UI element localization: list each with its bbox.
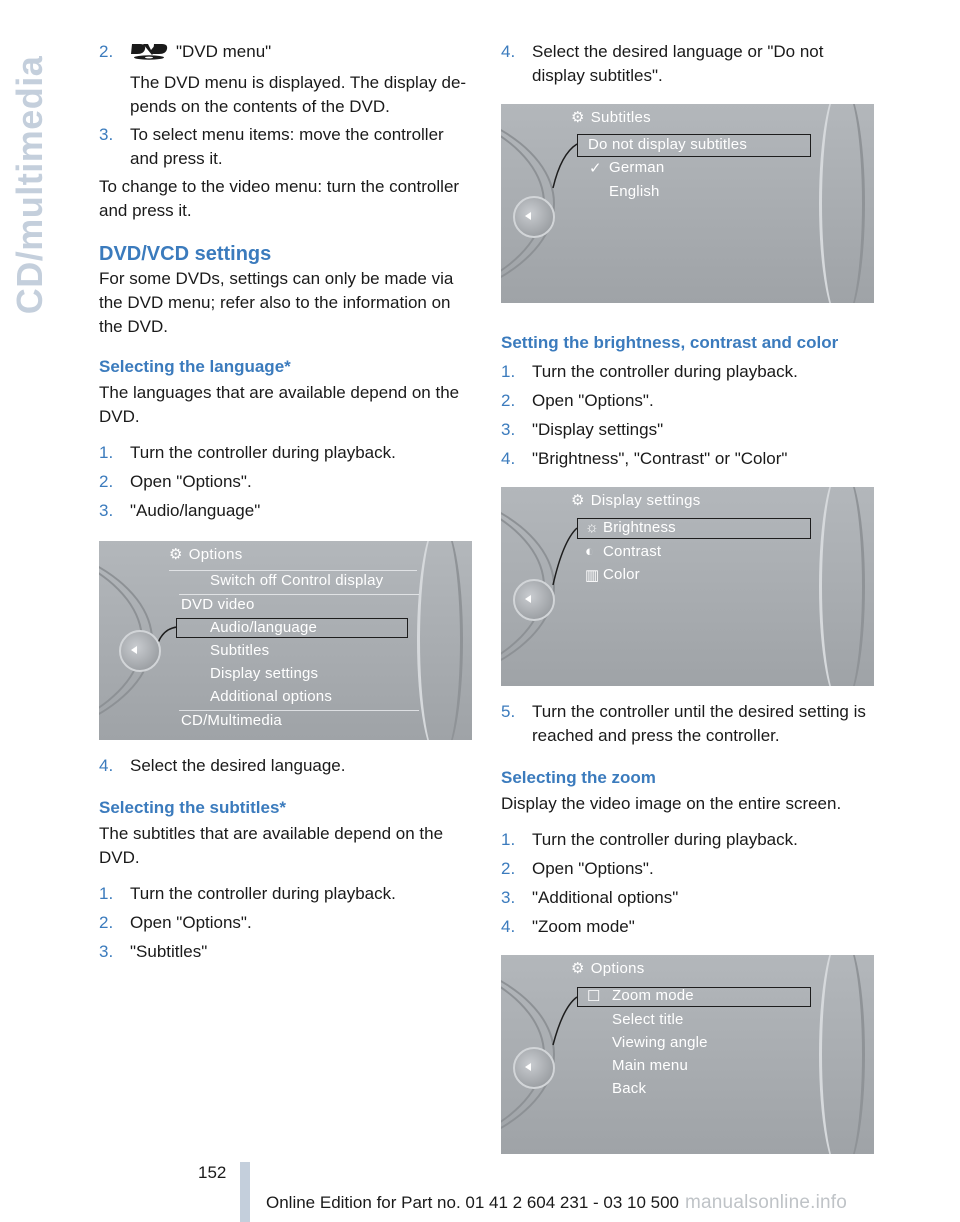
step-number: 2. [99,913,114,932]
menu-item-display-settings: Display settings [210,665,319,682]
step-text: Select the desired language or "Do not display subtitles". [532,42,824,85]
step-number: 2. [501,391,516,410]
step-text: Open "Options". [130,913,252,932]
edition-text: Online Edition for Part no. 01 41 2 604 231 - 03 10 500 [266,1193,680,1212]
step-number: 1. [501,830,516,849]
step-number: 3. [501,420,516,439]
dvd-logo-icon [130,42,168,67]
step-text: Open "Options". [130,472,252,491]
language-steps [99,441,474,523]
language-heading: Selecting the language* [99,357,291,376]
list-item [501,915,876,939]
checkbox-icon: ☐ [587,988,601,1005]
menu-item-subtitles: Subtitles [210,642,270,659]
step-text: Turn the controller until the desired setting is reached and press the controller. [532,702,866,745]
menu-item-viewing-angle: Viewing angle [612,1034,708,1051]
brightness-heading: Setting the brightness, contrast and color [501,333,839,352]
menu-item-contrast: Contrast [603,543,662,560]
step-text: "Display settings" [532,420,664,439]
step-text: Turn the controller during playback. [532,830,798,849]
page-number: 152 [198,1163,227,1182]
menu-item-switch-off: Switch off Control display [210,572,384,589]
list-item [99,470,474,494]
step-text: To select menu items: move the controller and press it. [130,125,444,168]
menu-item-zoom-mode: Zoom mode [612,987,694,1004]
step-number: 2. [501,859,516,878]
step-text: Select the desired language. [130,756,346,775]
zoom-steps [501,828,876,939]
list-item [99,499,474,523]
settings-gear-icon: ⚙ [571,960,585,977]
menu-item-english: English [609,183,660,200]
list-item [501,857,876,881]
menu-item-additional-options: Additional options [210,688,333,705]
controller-knob [513,196,555,238]
step-number: 3. [99,125,114,144]
step-number: 4. [501,449,516,468]
menu-item-german: German [609,159,665,176]
right-column [501,40,876,1154]
zoom-heading: Selecting the zoom [501,768,656,787]
list-item [99,441,474,465]
step-number: 1. [501,362,516,381]
dvd-menu-detail: The DVD menu is displayed. The display de-pends on the contents of the DVD. [130,73,467,116]
list-item [501,389,876,413]
subtitles-heading: Selecting the subtitles* [99,798,287,817]
menu-item-main-menu: Main menu [612,1057,689,1074]
footer-divider [240,1162,250,1222]
step-text: Open "Options". [532,859,654,878]
pointer-line [501,104,874,303]
settings-gear-icon: ⚙ [169,546,183,563]
step-number: 1. [99,884,114,903]
display-settings-screenshot [501,487,874,686]
menu-item-brightness: Brightness [603,519,676,536]
menu-item-back: Back [612,1080,647,1097]
step-number: 3. [99,501,114,520]
step-text: Turn the controller during playback. [130,443,396,462]
step-number: 1. [99,443,114,462]
menu-item-select-title: Select title [612,1011,684,1028]
left-arrow-icon [525,1063,531,1071]
step-number: 2. [99,472,114,491]
menu-item-do-not-display: Do not display subtitles [588,136,748,153]
step-number: 2. [99,42,114,61]
step-text: Turn the controller during playback. [130,884,396,903]
list-item [99,940,474,964]
list-item [99,882,474,906]
step-number: 4. [501,42,516,61]
list-item [501,360,876,384]
step-number: 3. [501,888,516,907]
options-menu-screenshot [99,541,472,740]
settings-gear-icon: ⚙ [571,109,585,126]
menu-item-color: Color [603,566,640,583]
zoom-paragraph: Display the video image on the entire screen. [501,794,842,813]
settings-gear-icon: ⚙ [571,492,585,509]
left-arrow-icon [525,595,531,603]
controller-knob [119,630,161,672]
step-text: "Subtitles" [130,942,208,961]
left-arrow-icon [131,646,137,654]
controller-knob [513,1047,555,1089]
pointer-line [501,487,874,686]
list-item [99,911,474,935]
list-item [501,886,876,910]
subtitles-steps [99,882,474,964]
watermark: manualsonline.info [685,1192,848,1213]
step-text: "Audio/language" [130,501,261,520]
subtitles-paragraph: The subtitles that are available depend on the DVD. [99,824,444,867]
dvd-settings-heading: DVD/VCD settings [99,243,272,265]
pointer-line [501,955,874,1154]
menu-item-dvd-video: DVD video [181,596,255,613]
step-select-menu-items [99,123,474,171]
step-text: "Zoom mode" [532,917,635,936]
step-dvd-menu [99,40,474,67]
step-select-subtitle-language [501,40,876,88]
menu-item-cd-multimedia: CD/Multimedia [181,712,282,729]
dvd-settings-paragraph: For some DVDs, settings can only be made via the DVD menu; refer also to the information on the DVD. [99,269,454,336]
step-number: 5. [501,702,516,721]
zoom-options-screenshot [501,955,874,1154]
check-icon: ✓ [589,160,602,177]
color-icon: ▥ [585,567,600,584]
language-paragraph: The languages that are available depend on the DVD. [99,383,460,426]
section-side-tab [0,40,60,330]
screen-title-text: Options [188,546,243,563]
video-menu-paragraph: To change to the video menu: turn the controller and press it. [99,177,460,220]
left-arrow-icon [525,212,531,220]
left-column [99,40,474,964]
section-side-tab-label: CD/multimedia [9,55,50,315]
list-item [501,447,876,471]
controller-knob [513,579,555,621]
step-text: Turn the controller during playback. [532,362,798,381]
subtitles-menu-screenshot [501,104,874,303]
screen-title-text: Options [590,960,645,977]
step-number: 4. [99,756,114,775]
menu-item-audio-language: Audio/language [210,619,318,636]
step-set-value [501,700,876,748]
screen-title-text: Subtitles [590,109,651,126]
contrast-icon: ◐ [585,543,595,560]
step-select-language [99,754,474,778]
list-item [501,418,876,442]
sun-icon: ☼ [585,519,599,536]
list-item [501,828,876,852]
step-number: 3. [99,942,114,961]
step-text: Open "Options". [532,391,654,410]
step-text: "Brightness", "Contrast" or "Color" [532,449,788,468]
screen-title-text: Display settings [590,492,701,509]
step-number: 4. [501,917,516,936]
step-text: "DVD menu" [176,42,272,61]
brightness-steps [501,360,876,471]
step-text: "Additional options" [532,888,679,907]
